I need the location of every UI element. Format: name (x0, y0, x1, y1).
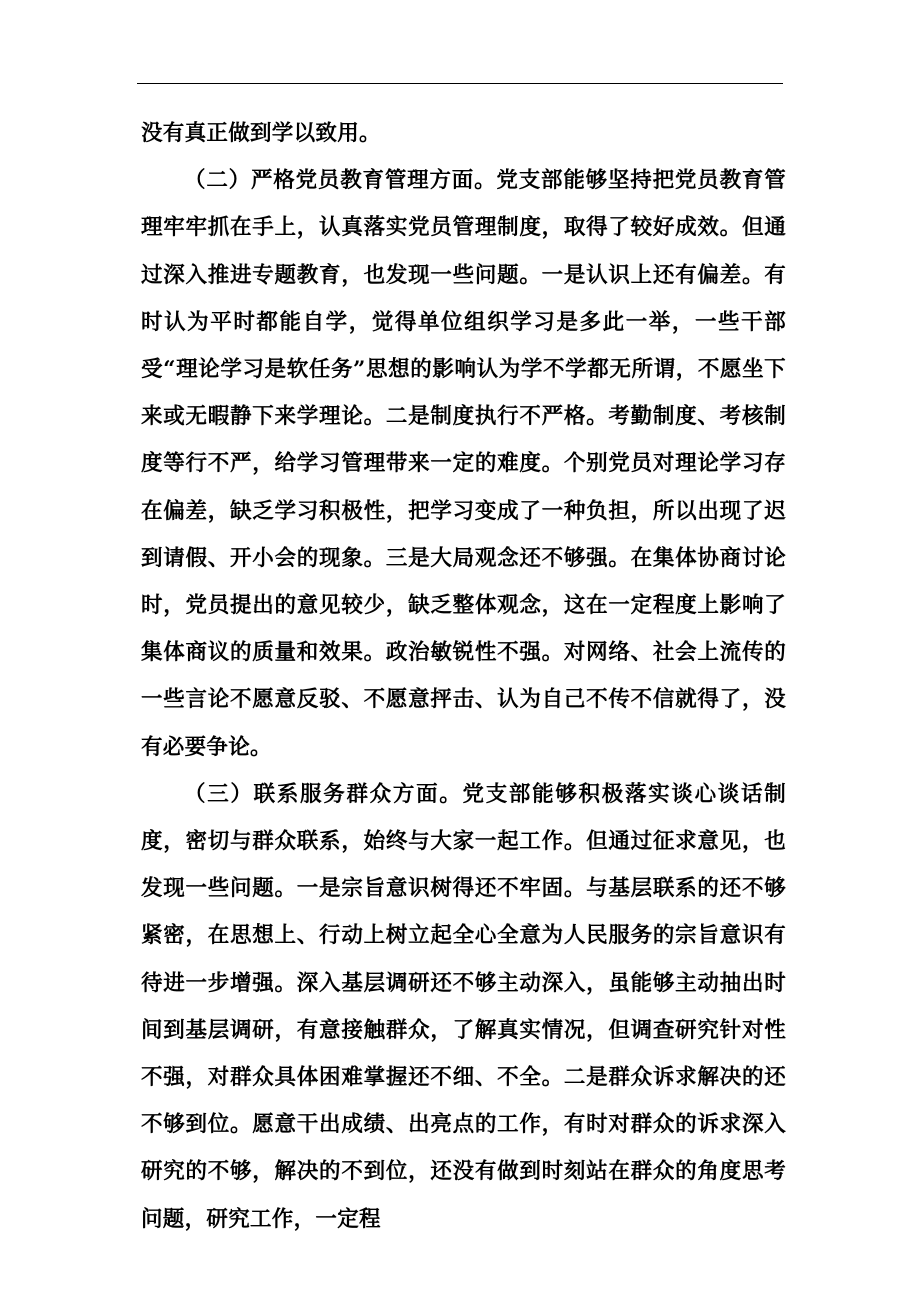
paragraph-continuation: 没有真正做到学以致用。 (141, 121, 381, 146)
paragraph-party-member-management: （二）严格党员教育管理方面。党支部能够坚持把党员教育管理牢牢抓在手上，认真落实党员管理制度，取得了较好成效。但通过深入推进专题教育，也发现一些问题。一是认识上还有偏差。有时认为平时都能自学，觉得单位组织学习是多此一举，一些干部受“理论学习是软任务”思想的影响认为学不学都无所谓，不愿坐下来或无暇静下来学理论。二是制度执行不严格。考勤制度、考核制度等行不严，给学习管理带来一定的难度。个别党员对理论学习存在偏差，缺乏学习积极性，把学习变成了一种负担，所以出现了迟到请假、开小会的现象。三是大局观念还不够强。在集体协商讨论时，党员提出的意见较少，缺乏整体观念，这在一定程度上影响了集体商议的质量和效果。政治敏锐性不强。对网络、社会上流传的一些言论不愿意反驳、不愿意抨击、认为自己不传不信就得了，没有必要争论。 (141, 168, 786, 760)
document-body (141, 110, 786, 1243)
header-rule (137, 83, 783, 84)
paragraph-serving-the-masses: （三）联系服务群众方面。党支部能够积极落实谈心谈话制度，密切与群众联系，始终与大家一起工作。但通过征求意见，也发现一些问题。一是宗旨意识树得还不牢固。与基层联系的还不够紧密，在思想上、行动上树立起全心全意为人民服务的宗旨意识有待进一步增强。深入基层调研还不够主动深入，虽能够主动抽出时间到基层调研，有意接触群众，了解真实情况，但调查研究针对性不强，对群众具体困难掌握还不细、不全。二是群众诉求解决的还不够到位。愿意干出成绩、出亮点的工作，有时对群众的诉求深入研究的不够，解决的不到位，还没有做到时刻站在群众的角度思考问题，研究工作，一定程 (141, 781, 786, 1232)
